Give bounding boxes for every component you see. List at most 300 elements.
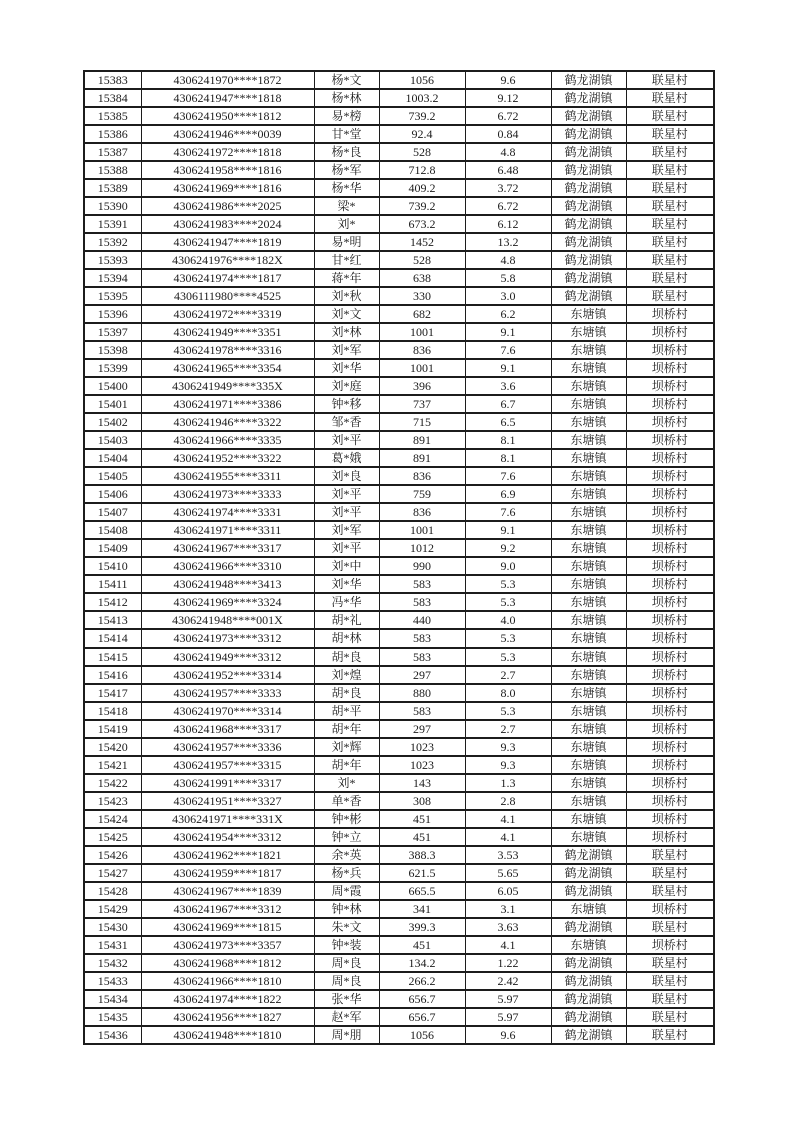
table-row bbox=[84, 629, 714, 647]
cell-name: 易*榜 bbox=[314, 107, 379, 125]
cell-amount: 621.5 bbox=[379, 864, 465, 882]
cell-town: 鹤龙湖镇 bbox=[551, 215, 626, 233]
cell-rate: 8.1 bbox=[465, 431, 551, 449]
cell-row-number: 15385 bbox=[84, 107, 141, 125]
cell-rate: 9.6 bbox=[465, 71, 551, 89]
table-row bbox=[84, 792, 714, 810]
cell-rate: 4.1 bbox=[465, 810, 551, 828]
cell-amount: 656.7 bbox=[379, 1008, 465, 1026]
cell-row-number: 15406 bbox=[84, 485, 141, 503]
cell-name: 周*良 bbox=[314, 954, 379, 972]
table-row bbox=[84, 774, 714, 792]
cell-amount: 528 bbox=[379, 143, 465, 161]
cell-row-number: 15391 bbox=[84, 215, 141, 233]
cell-rate: 9.3 bbox=[465, 738, 551, 756]
cell-name: 周*朋 bbox=[314, 1026, 379, 1044]
table-row bbox=[84, 269, 714, 287]
table-row bbox=[84, 71, 714, 89]
cell-town: 东塘镇 bbox=[551, 449, 626, 467]
cell-amount: 1056 bbox=[379, 71, 465, 89]
cell-id-number: 4306241973****3333 bbox=[141, 485, 314, 503]
cell-id-number: 4306241967****3312 bbox=[141, 900, 314, 918]
cell-village: 联星村 bbox=[626, 107, 714, 125]
cell-rate: 6.5 bbox=[465, 413, 551, 431]
table-row bbox=[84, 972, 714, 990]
cell-rate: 9.2 bbox=[465, 539, 551, 557]
cell-id-number: 4306241967****3317 bbox=[141, 539, 314, 557]
cell-amount: 665.5 bbox=[379, 882, 465, 900]
cell-row-number: 15427 bbox=[84, 864, 141, 882]
table-row bbox=[84, 1008, 714, 1026]
cell-name: 甘*堂 bbox=[314, 125, 379, 143]
cell-amount: 990 bbox=[379, 557, 465, 575]
cell-row-number: 15415 bbox=[84, 648, 141, 666]
cell-rate: 6.12 bbox=[465, 215, 551, 233]
cell-id-number: 4306241958****1816 bbox=[141, 161, 314, 179]
cell-village: 联星村 bbox=[626, 864, 714, 882]
cell-rate: 4.1 bbox=[465, 828, 551, 846]
cell-village: 联星村 bbox=[626, 89, 714, 107]
cell-amount: 880 bbox=[379, 684, 465, 702]
cell-row-number: 15398 bbox=[84, 341, 141, 359]
cell-village: 联星村 bbox=[626, 846, 714, 864]
cell-row-number: 15404 bbox=[84, 449, 141, 467]
cell-id-number: 4306241973****3312 bbox=[141, 629, 314, 647]
cell-amount: 388.3 bbox=[379, 846, 465, 864]
cell-amount: 330 bbox=[379, 287, 465, 305]
cell-row-number: 15393 bbox=[84, 251, 141, 269]
cell-village: 坝桥村 bbox=[626, 774, 714, 792]
cell-id-number: 4306241957****3315 bbox=[141, 756, 314, 774]
cell-village: 坝桥村 bbox=[626, 648, 714, 666]
cell-amount: 297 bbox=[379, 666, 465, 684]
cell-row-number: 15394 bbox=[84, 269, 141, 287]
cell-rate: 3.53 bbox=[465, 846, 551, 864]
table-row bbox=[84, 702, 714, 720]
cell-village: 坝桥村 bbox=[626, 521, 714, 539]
cell-town: 鹤龙湖镇 bbox=[551, 125, 626, 143]
table-row bbox=[84, 413, 714, 431]
cell-rate: 6.72 bbox=[465, 197, 551, 215]
table-row bbox=[84, 882, 714, 900]
cell-village: 联星村 bbox=[626, 990, 714, 1008]
cell-amount: 396 bbox=[379, 377, 465, 395]
cell-town: 东塘镇 bbox=[551, 593, 626, 611]
cell-name: 钟*林 bbox=[314, 900, 379, 918]
cell-rate: 9.1 bbox=[465, 323, 551, 341]
cell-rate: 2.42 bbox=[465, 972, 551, 990]
cell-village: 坝桥村 bbox=[626, 485, 714, 503]
cell-name: 胡*年 bbox=[314, 756, 379, 774]
cell-town: 鹤龙湖镇 bbox=[551, 161, 626, 179]
cell-amount: 583 bbox=[379, 575, 465, 593]
cell-village: 联星村 bbox=[626, 882, 714, 900]
cell-id-number: 4306241966****3310 bbox=[141, 557, 314, 575]
cell-amount: 1023 bbox=[379, 738, 465, 756]
cell-town: 鹤龙湖镇 bbox=[551, 1026, 626, 1044]
table-row bbox=[84, 143, 714, 161]
table-row bbox=[84, 666, 714, 684]
cell-town: 鹤龙湖镇 bbox=[551, 846, 626, 864]
cell-town: 东塘镇 bbox=[551, 467, 626, 485]
cell-village: 坝桥村 bbox=[626, 377, 714, 395]
cell-id-number: 4306241959****1817 bbox=[141, 864, 314, 882]
cell-village: 坝桥村 bbox=[626, 467, 714, 485]
cell-name: 刘*军 bbox=[314, 521, 379, 539]
cell-village: 联星村 bbox=[626, 954, 714, 972]
cell-town: 东塘镇 bbox=[551, 611, 626, 629]
cell-rate: 3.63 bbox=[465, 918, 551, 936]
cell-village: 联星村 bbox=[626, 179, 714, 197]
cell-name: 钟*装 bbox=[314, 936, 379, 954]
cell-id-number: 4306241957****3333 bbox=[141, 684, 314, 702]
cell-id-number: 4306241968****3317 bbox=[141, 720, 314, 738]
cell-id-number: 4306241970****1872 bbox=[141, 71, 314, 89]
cell-id-number: 4306241972****3319 bbox=[141, 305, 314, 323]
cell-village: 坝桥村 bbox=[626, 575, 714, 593]
cell-town: 鹤龙湖镇 bbox=[551, 864, 626, 882]
table-row bbox=[84, 557, 714, 575]
cell-town: 鹤龙湖镇 bbox=[551, 233, 626, 251]
table-row bbox=[84, 431, 714, 449]
cell-town: 东塘镇 bbox=[551, 629, 626, 647]
table-row bbox=[84, 521, 714, 539]
cell-village: 坝桥村 bbox=[626, 557, 714, 575]
cell-village: 联星村 bbox=[626, 215, 714, 233]
cell-amount: 1001 bbox=[379, 359, 465, 377]
cell-amount: 583 bbox=[379, 648, 465, 666]
cell-village: 坝桥村 bbox=[626, 395, 714, 413]
cell-amount: 143 bbox=[379, 774, 465, 792]
cell-name: 刘*辉 bbox=[314, 738, 379, 756]
table-row bbox=[84, 233, 714, 251]
cell-amount: 1001 bbox=[379, 323, 465, 341]
cell-amount: 638 bbox=[379, 269, 465, 287]
cell-town: 鹤龙湖镇 bbox=[551, 972, 626, 990]
cell-name: 胡*礼 bbox=[314, 611, 379, 629]
cell-rate: 9.1 bbox=[465, 521, 551, 539]
table-row bbox=[84, 503, 714, 521]
cell-id-number: 4306241991****3317 bbox=[141, 774, 314, 792]
cell-rate: 9.1 bbox=[465, 359, 551, 377]
cell-rate: 6.7 bbox=[465, 395, 551, 413]
cell-town: 鹤龙湖镇 bbox=[551, 143, 626, 161]
cell-rate: 5.97 bbox=[465, 1008, 551, 1026]
cell-town: 东塘镇 bbox=[551, 756, 626, 774]
cell-amount: 451 bbox=[379, 936, 465, 954]
cell-town: 东塘镇 bbox=[551, 413, 626, 431]
cell-row-number: 15392 bbox=[84, 233, 141, 251]
cell-row-number: 15397 bbox=[84, 323, 141, 341]
cell-town: 东塘镇 bbox=[551, 305, 626, 323]
cell-rate: 9.0 bbox=[465, 557, 551, 575]
cell-rate: 4.8 bbox=[465, 143, 551, 161]
cell-row-number: 15426 bbox=[84, 846, 141, 864]
cell-town: 东塘镇 bbox=[551, 521, 626, 539]
cell-row-number: 15432 bbox=[84, 954, 141, 972]
cell-rate: 4.8 bbox=[465, 251, 551, 269]
cell-village: 坝桥村 bbox=[626, 666, 714, 684]
cell-town: 鹤龙湖镇 bbox=[551, 1008, 626, 1026]
cell-id-number: 4306241957****3336 bbox=[141, 738, 314, 756]
cell-row-number: 15412 bbox=[84, 593, 141, 611]
table-row bbox=[84, 467, 714, 485]
cell-id-number: 4306241974****3331 bbox=[141, 503, 314, 521]
cell-village: 联星村 bbox=[626, 1008, 714, 1026]
cell-town: 鹤龙湖镇 bbox=[551, 269, 626, 287]
table-row bbox=[84, 395, 714, 413]
cell-name: 刘*平 bbox=[314, 539, 379, 557]
cell-name: 冯*华 bbox=[314, 593, 379, 611]
cell-amount: 583 bbox=[379, 702, 465, 720]
cell-rate: 2.7 bbox=[465, 720, 551, 738]
cell-town: 鹤龙湖镇 bbox=[551, 918, 626, 936]
cell-name: 胡*年 bbox=[314, 720, 379, 738]
cell-name: 余*英 bbox=[314, 846, 379, 864]
cell-id-number: 4306241968****1812 bbox=[141, 954, 314, 972]
cell-row-number: 15384 bbox=[84, 89, 141, 107]
cell-amount: 656.7 bbox=[379, 990, 465, 1008]
cell-village: 联星村 bbox=[626, 251, 714, 269]
cell-name: 胡*良 bbox=[314, 648, 379, 666]
cell-row-number: 15433 bbox=[84, 972, 141, 990]
cell-town: 东塘镇 bbox=[551, 702, 626, 720]
cell-village: 联星村 bbox=[626, 71, 714, 89]
cell-name: 刘*平 bbox=[314, 485, 379, 503]
cell-name: 杨*文 bbox=[314, 71, 379, 89]
table-row bbox=[84, 954, 714, 972]
cell-row-number: 15383 bbox=[84, 71, 141, 89]
cell-id-number: 4306241947****1818 bbox=[141, 89, 314, 107]
cell-row-number: 15435 bbox=[84, 1008, 141, 1026]
cell-village: 联星村 bbox=[626, 287, 714, 305]
cell-id-number: 4306241969****1815 bbox=[141, 918, 314, 936]
cell-town: 鹤龙湖镇 bbox=[551, 107, 626, 125]
cell-id-number: 4306241956****1827 bbox=[141, 1008, 314, 1026]
cell-town: 鹤龙湖镇 bbox=[551, 179, 626, 197]
cell-name: 杨*兵 bbox=[314, 864, 379, 882]
cell-name: 张*华 bbox=[314, 990, 379, 1008]
cell-amount: 739.2 bbox=[379, 197, 465, 215]
cell-name: 杨*良 bbox=[314, 143, 379, 161]
cell-rate: 1.22 bbox=[465, 954, 551, 972]
cell-village: 坝桥村 bbox=[626, 936, 714, 954]
cell-village: 坝桥村 bbox=[626, 305, 714, 323]
cell-name: 刘*庭 bbox=[314, 377, 379, 395]
cell-name: 周*良 bbox=[314, 972, 379, 990]
cell-amount: 739.2 bbox=[379, 107, 465, 125]
cell-rate: 5.3 bbox=[465, 648, 551, 666]
table-row bbox=[84, 846, 714, 864]
table-row bbox=[84, 575, 714, 593]
table-row bbox=[84, 593, 714, 611]
cell-town: 东塘镇 bbox=[551, 720, 626, 738]
cell-row-number: 15410 bbox=[84, 557, 141, 575]
cell-rate: 5.8 bbox=[465, 269, 551, 287]
cell-id-number: 4306241962****1821 bbox=[141, 846, 314, 864]
cell-rate: 3.72 bbox=[465, 179, 551, 197]
cell-row-number: 15403 bbox=[84, 431, 141, 449]
cell-town: 东塘镇 bbox=[551, 792, 626, 810]
cell-name: 刘*军 bbox=[314, 341, 379, 359]
cell-rate: 7.6 bbox=[465, 503, 551, 521]
table-row bbox=[84, 756, 714, 774]
cell-amount: 836 bbox=[379, 467, 465, 485]
cell-row-number: 15423 bbox=[84, 792, 141, 810]
table-row bbox=[84, 936, 714, 954]
cell-village: 联星村 bbox=[626, 161, 714, 179]
cell-id-number: 4306241969****1816 bbox=[141, 179, 314, 197]
table-row bbox=[84, 611, 714, 629]
cell-village: 联星村 bbox=[626, 143, 714, 161]
cell-amount: 451 bbox=[379, 810, 465, 828]
cell-id-number: 4306241966****1810 bbox=[141, 972, 314, 990]
cell-amount: 1023 bbox=[379, 756, 465, 774]
cell-name: 邹*香 bbox=[314, 413, 379, 431]
cell-amount: 308 bbox=[379, 792, 465, 810]
cell-id-number: 4306241983****2024 bbox=[141, 215, 314, 233]
cell-town: 东塘镇 bbox=[551, 485, 626, 503]
cell-id-number: 4306241986****2025 bbox=[141, 197, 314, 215]
cell-amount: 583 bbox=[379, 629, 465, 647]
cell-amount: 836 bbox=[379, 341, 465, 359]
cell-rate: 3.6 bbox=[465, 377, 551, 395]
cell-amount: 1003.2 bbox=[379, 89, 465, 107]
cell-id-number: 4306241949****3351 bbox=[141, 323, 314, 341]
cell-rate: 0.84 bbox=[465, 125, 551, 143]
table-row bbox=[84, 449, 714, 467]
cell-id-number: 4306241952****3322 bbox=[141, 449, 314, 467]
cell-name: 刘*秋 bbox=[314, 287, 379, 305]
cell-row-number: 15436 bbox=[84, 1026, 141, 1044]
cell-town: 鹤龙湖镇 bbox=[551, 71, 626, 89]
cell-id-number: 4306241948****3413 bbox=[141, 575, 314, 593]
cell-rate: 9.6 bbox=[465, 1026, 551, 1044]
cell-name: 刘*华 bbox=[314, 359, 379, 377]
cell-row-number: 15421 bbox=[84, 756, 141, 774]
table-row bbox=[84, 287, 714, 305]
cell-village: 坝桥村 bbox=[626, 900, 714, 918]
cell-town: 东塘镇 bbox=[551, 557, 626, 575]
cell-name: 刘*良 bbox=[314, 467, 379, 485]
cell-name: 朱*文 bbox=[314, 918, 379, 936]
cell-id-number: 4306241951****3327 bbox=[141, 792, 314, 810]
cell-amount: 399.3 bbox=[379, 918, 465, 936]
table-row bbox=[84, 828, 714, 846]
cell-amount: 891 bbox=[379, 431, 465, 449]
table-row bbox=[84, 89, 714, 107]
cell-id-number: 4306241950****1812 bbox=[141, 107, 314, 125]
cell-village: 坝桥村 bbox=[626, 684, 714, 702]
cell-row-number: 15402 bbox=[84, 413, 141, 431]
table-row bbox=[84, 323, 714, 341]
cell-row-number: 15386 bbox=[84, 125, 141, 143]
cell-amount: 673.2 bbox=[379, 215, 465, 233]
cell-town: 东塘镇 bbox=[551, 539, 626, 557]
cell-amount: 341 bbox=[379, 900, 465, 918]
cell-village: 联星村 bbox=[626, 197, 714, 215]
table-row bbox=[84, 864, 714, 882]
cell-amount: 715 bbox=[379, 413, 465, 431]
table-row bbox=[84, 810, 714, 828]
cell-row-number: 15405 bbox=[84, 467, 141, 485]
cell-row-number: 15418 bbox=[84, 702, 141, 720]
cell-id-number: 4306241949****3312 bbox=[141, 648, 314, 666]
cell-town: 东塘镇 bbox=[551, 774, 626, 792]
cell-town: 鹤龙湖镇 bbox=[551, 287, 626, 305]
cell-village: 坝桥村 bbox=[626, 810, 714, 828]
cell-amount: 451 bbox=[379, 828, 465, 846]
cell-name: 刘*煌 bbox=[314, 666, 379, 684]
cell-town: 东塘镇 bbox=[551, 431, 626, 449]
cell-village: 坝桥村 bbox=[626, 629, 714, 647]
cell-id-number: 4306241948****001X bbox=[141, 611, 314, 629]
cell-town: 东塘镇 bbox=[551, 684, 626, 702]
cell-name: 周*霞 bbox=[314, 882, 379, 900]
cell-row-number: 15407 bbox=[84, 503, 141, 521]
records-table bbox=[83, 70, 715, 1045]
table-row bbox=[84, 918, 714, 936]
cell-rate: 5.3 bbox=[465, 593, 551, 611]
cell-rate: 2.7 bbox=[465, 666, 551, 684]
cell-row-number: 15422 bbox=[84, 774, 141, 792]
cell-village: 联星村 bbox=[626, 233, 714, 251]
cell-rate: 4.0 bbox=[465, 611, 551, 629]
cell-id-number: 4306241954****3312 bbox=[141, 828, 314, 846]
cell-village: 联星村 bbox=[626, 972, 714, 990]
cell-village: 坝桥村 bbox=[626, 323, 714, 341]
cell-town: 鹤龙湖镇 bbox=[551, 882, 626, 900]
cell-rate: 6.05 bbox=[465, 882, 551, 900]
cell-id-number: 4306241965****3354 bbox=[141, 359, 314, 377]
cell-name: 胡*林 bbox=[314, 629, 379, 647]
cell-id-number: 4306241974****1822 bbox=[141, 990, 314, 1008]
cell-town: 东塘镇 bbox=[551, 738, 626, 756]
cell-amount: 134.2 bbox=[379, 954, 465, 972]
cell-name: 甘*红 bbox=[314, 251, 379, 269]
cell-row-number: 15399 bbox=[84, 359, 141, 377]
cell-amount: 92.4 bbox=[379, 125, 465, 143]
cell-village: 坝桥村 bbox=[626, 503, 714, 521]
cell-rate: 5.65 bbox=[465, 864, 551, 882]
cell-row-number: 15408 bbox=[84, 521, 141, 539]
cell-id-number: 4306241955****3311 bbox=[141, 467, 314, 485]
cell-rate: 5.3 bbox=[465, 575, 551, 593]
table-body bbox=[84, 71, 714, 1044]
cell-village: 坝桥村 bbox=[626, 702, 714, 720]
cell-id-number: 4306241971****3386 bbox=[141, 395, 314, 413]
cell-id-number: 4306241952****3314 bbox=[141, 666, 314, 684]
cell-rate: 5.97 bbox=[465, 990, 551, 1008]
table-row bbox=[84, 107, 714, 125]
table-row bbox=[84, 648, 714, 666]
cell-id-number: 4306241978****3316 bbox=[141, 341, 314, 359]
cell-rate: 1.3 bbox=[465, 774, 551, 792]
cell-name: 葛*娥 bbox=[314, 449, 379, 467]
cell-rate: 9.12 bbox=[465, 89, 551, 107]
cell-name: 刘*中 bbox=[314, 557, 379, 575]
cell-rate: 6.9 bbox=[465, 485, 551, 503]
cell-rate: 8.0 bbox=[465, 684, 551, 702]
table-row bbox=[84, 1026, 714, 1044]
cell-id-number: 4306241946****3322 bbox=[141, 413, 314, 431]
cell-row-number: 15429 bbox=[84, 900, 141, 918]
cell-row-number: 15417 bbox=[84, 684, 141, 702]
cell-name: 刘* bbox=[314, 774, 379, 792]
cell-amount: 759 bbox=[379, 485, 465, 503]
cell-rate: 13.2 bbox=[465, 233, 551, 251]
cell-id-number: 4306241974****1817 bbox=[141, 269, 314, 287]
